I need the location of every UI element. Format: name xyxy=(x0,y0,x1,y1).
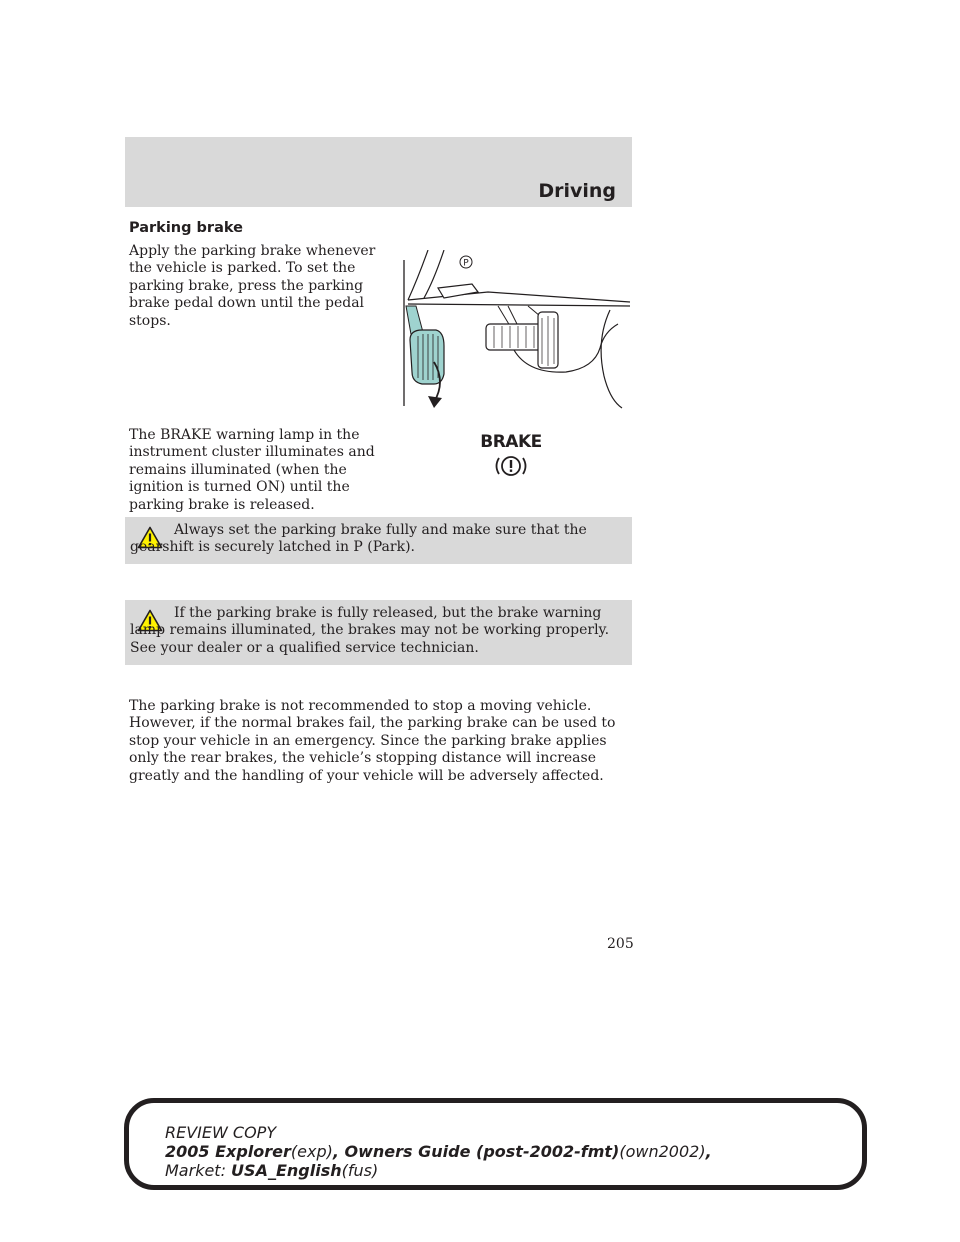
warning-box-park xyxy=(125,517,632,564)
warning-box-released xyxy=(125,600,632,665)
warning-text-released: If the parking brake is fully released, but the brake warning lamp remains illuminated, the brakes may not be working properly. See your dealer or a qualified service technician. xyxy=(130,605,610,656)
warning-text-park: Always set the parking brake fully and make sure that the gearshift is securely latched in P (Park). xyxy=(130,522,587,556)
parking-brake-pedal-illustration xyxy=(398,250,632,412)
brake-lamp-label: BRAKE xyxy=(480,432,542,452)
review-copy-label: REVIEW COPY xyxy=(165,1123,277,1142)
footer-guide: Owners Guide (post-2002-fmt) xyxy=(344,1142,620,1161)
footer-market-line xyxy=(165,1161,712,1180)
footer-market: USA_English xyxy=(231,1161,342,1180)
paragraph-warning-lamp: The BRAKE warning lamp in the instrument cluster illuminates and remains illuminated (when the ignition is turned ON) until the parking brake is released. xyxy=(129,427,375,513)
paragraph-set-brake: Apply the parking brake whenever the vehicle is parked. To set the parking brake, press the parking brake pedal down until the pedal stops. xyxy=(129,243,376,329)
brake-warning-icon xyxy=(493,454,529,478)
page-number: 205 xyxy=(607,936,634,952)
footer-separator: , xyxy=(332,1142,345,1161)
section-header-title: Driving xyxy=(538,180,616,202)
footer-market-label: Market: xyxy=(165,1161,232,1180)
header-band xyxy=(125,137,632,207)
brake-warning-lamp-symbol xyxy=(476,432,546,482)
footer-vehicle-code: (exp) xyxy=(290,1142,333,1161)
paragraph-emergency-use: The parking brake is not recommended to stop a moving vehicle. However, if the normal brakes fail, the parking brake can be used to stop your vehicle in an emergency. Since the parking brake applies only the rear brakes, the vehicle’s stopping distance will increase greatly and the handling of your vehicle will be adversely affected. xyxy=(129,698,616,784)
footer-vehicle: 2005 Explorer xyxy=(165,1142,291,1161)
footer-guide-code: (own2002) xyxy=(619,1142,706,1161)
pedal-marker-label: P xyxy=(463,258,469,269)
footer-market-code: (fus) xyxy=(341,1161,379,1180)
section-title: Parking brake xyxy=(129,220,243,236)
footer-separator-end: , xyxy=(705,1142,712,1161)
footer-document-line xyxy=(165,1142,712,1161)
review-copy-footer xyxy=(165,1123,712,1180)
